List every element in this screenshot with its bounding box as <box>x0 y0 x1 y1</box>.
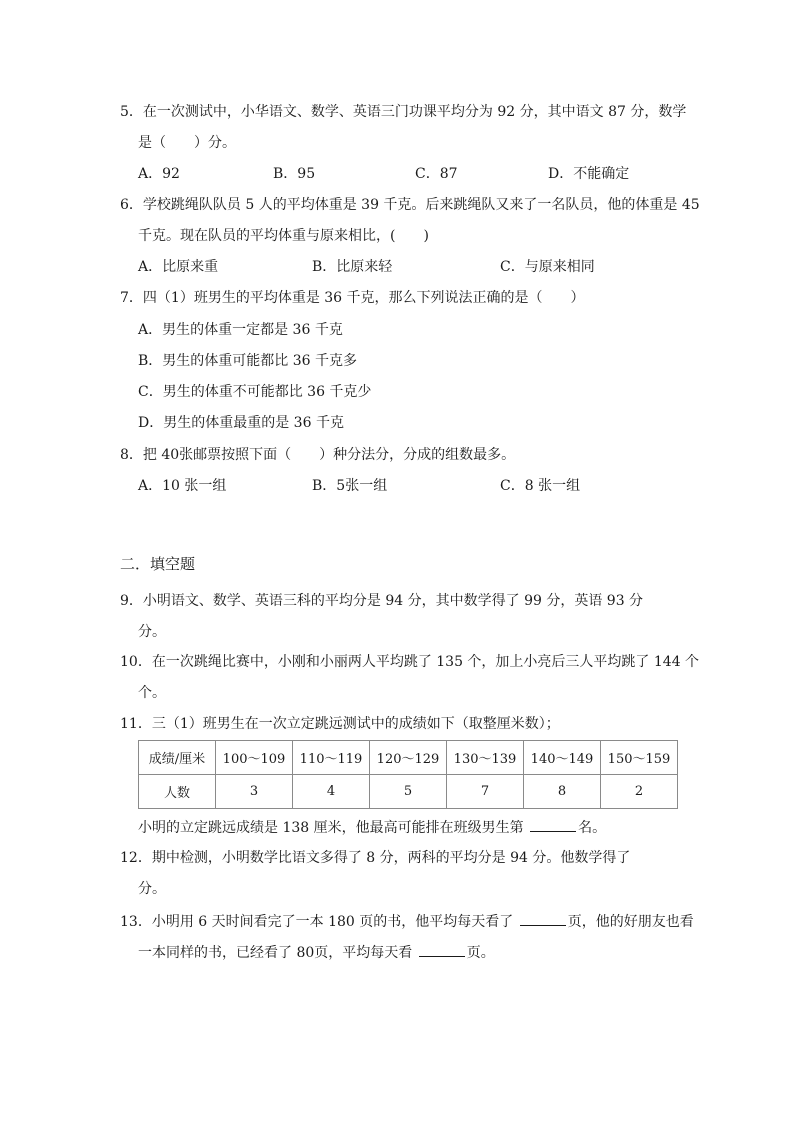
table-cell: 140～149 <box>524 741 601 775</box>
q7-text-line1: 7．四（1）班男生的平均体重是 36 千克，那么下列说法正确的是（ ） <box>120 290 585 306</box>
table-cell: 8 <box>524 775 601 809</box>
q6-text-line2: 千克。现在队员的平均体重与原来相比，( ) <box>138 228 429 244</box>
q13-text-a: 13．小明用 6 天时间看完了一本 180 页的书，他平均每天看了 <box>120 914 518 930</box>
q13-text-line2 <box>138 942 495 962</box>
q7-option-a: A．男生的体重一定都是 36 千克 <box>138 322 343 338</box>
q8-text-line1: 8．把 40张邮票按照下面（ ）种分法分，分成的组数最多。 <box>120 447 516 463</box>
q7-option-d: D．男生的体重最重的是 36 千克 <box>138 415 344 431</box>
q8-option-c: C．8 张一组 <box>500 478 581 494</box>
q13-text-line1 <box>120 911 694 931</box>
q5-option-c: C．87 <box>415 166 458 182</box>
table-cell: 3 <box>216 775 293 809</box>
q6-option-c: C．与原来相同 <box>500 259 595 275</box>
q11-text-line1: 11．三（1）班男生在一次立定跳远测试中的成绩如下（取整厘米数）； <box>120 716 560 732</box>
q5-option-a: A．92 <box>138 166 180 182</box>
q11-after-text-a: 小明的立定跳远成绩是 138 厘米，他最高可能排在班级男生第 <box>138 820 529 836</box>
q8-option-a: A．10 张一组 <box>138 478 227 494</box>
q13-text-c: 一本同样的书，已经看了 80页，平均每天看 <box>138 945 417 961</box>
q5-text-line1: 5．在一次测试中，小华语文、数学、英语三门功课平均分为 92 分，其中语文 87 分，数学 <box>120 104 687 120</box>
q13-text-d: 页。 <box>466 945 495 961</box>
q8-option-b: B．5张一组 <box>312 478 388 494</box>
table-row <box>139 741 678 775</box>
q6-text-line1: 6．学校跳绳队队员 5 人的平均体重是 39 千克。后来跳绳队又来了一名队员，他的体重是 45 <box>120 197 700 213</box>
answer-blank[interactable] <box>530 817 576 832</box>
q10-text-line2: 个。 <box>138 685 166 701</box>
table-cell: 4 <box>293 775 370 809</box>
table-cell: 150～159 <box>601 741 678 775</box>
table-cell: 130～139 <box>447 741 524 775</box>
q6-option-a: A．比原来重 <box>138 259 219 275</box>
table-cell: 成绩/厘米 <box>139 741 216 775</box>
table-cell: 2 <box>601 775 678 809</box>
q9-text-line1: 9．小明语文、数学、英语三科的平均分是 94 分，其中数学得了 99 分，英语 93 分 <box>120 593 644 609</box>
q11-after-table <box>138 817 606 837</box>
q6-option-b: B．比原来轻 <box>312 259 393 275</box>
scores-table <box>138 740 678 809</box>
q12-text-line1: 12．期中检测，小明数学比语文多得了 8 分，两科的平均分是 94 分。他数学得了 <box>120 850 631 866</box>
q7-option-c: C．男生的体重不可能都比 36 千克少 <box>138 384 372 400</box>
q12-text-line2: 分。 <box>138 881 166 897</box>
q10-text-line1: 10．在一次跳绳比赛中，小刚和小丽两人平均跳了 135 个，加上小亮后三人平均跳了 144 个 <box>120 654 700 670</box>
section-title-fill-in: 二．填空题 <box>120 555 196 573</box>
q5-option-d: D．不能确定 <box>548 166 630 182</box>
q13-text-b: 页，他的好朋友也看 <box>567 914 694 930</box>
table-cell: 5 <box>370 775 447 809</box>
table-cell: 人数 <box>139 775 216 809</box>
table-cell: 100～109 <box>216 741 293 775</box>
q5-option-b: B．95 <box>273 166 316 182</box>
q11-after-text-b: 名。 <box>578 820 607 836</box>
table-cell: 7 <box>447 775 524 809</box>
answer-blank[interactable] <box>419 942 465 957</box>
q7-option-b: B．男生的体重可能都比 36 千克多 <box>138 353 358 369</box>
answer-blank[interactable] <box>520 911 566 926</box>
table-cell: 120～129 <box>370 741 447 775</box>
q9-text-line2: 分。 <box>138 624 166 640</box>
table-row <box>139 775 678 809</box>
q5-text-line2: 是（ ）分。 <box>138 135 236 151</box>
table-cell: 110～119 <box>293 741 370 775</box>
